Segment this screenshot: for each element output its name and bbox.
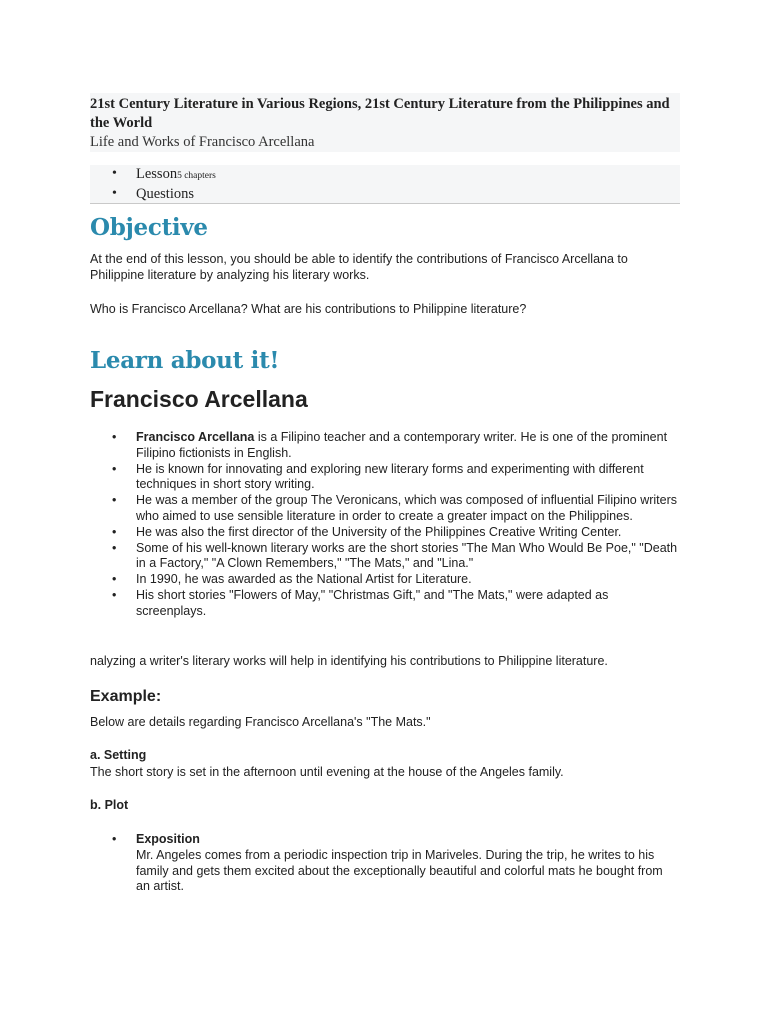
author-name-bold: Francisco Arcellana [136, 430, 255, 444]
menu-item-lesson[interactable] [90, 165, 680, 185]
exposition-label: Exposition [136, 832, 200, 846]
lesson-subtitle: Life and Works of Francisco Arcellana [90, 134, 315, 150]
learn-heading: Learn about it! [90, 347, 280, 374]
analysis-paragraph: nalyzing a writer's literary works will help in identifying his contributions to Philippine literature. [90, 654, 608, 668]
list-item [90, 430, 680, 462]
lesson-label: Lesson [136, 166, 178, 182]
setting-text: The short story is set in the afternoon until evening at the house of the Angeles family. [90, 765, 564, 779]
exposition-text: Mr. Angeles comes from a periodic inspection trip in Mariveles. During the trip, he writes to his family and gets them excited about the exceptionally beautiful and colorful mats he bought from an artist. [136, 847, 663, 894]
questions-label: Questions [136, 186, 194, 202]
list-item: • He is known for innovating and exploring new literary forms and experimenting with different techniques in short story writing. [90, 462, 680, 494]
setting-label: a. Setting [90, 748, 147, 762]
list-item: • His short stories "Flowers of May," "Christmas Gift," and "The Mats," were adapted as screenplays. [90, 588, 680, 620]
list-item: • In 1990, he was awarded as the National Artist for Literature. [90, 572, 680, 588]
list-item: • He was a member of the group The Veronicans, which was composed of influential Filipino writers who aimed to use sensible literature in order to create a greater impact on the Philippines. [90, 493, 680, 525]
objective-paragraph: At the end of this lesson, you should be able to identify the contributions of Francisco Arcellana to Philippine literature by analyzing his literary works. [90, 252, 628, 282]
objective-question: Who is Francisco Arcellana? What are his contributions to Philippine literature? [90, 302, 527, 316]
lesson-menu [90, 165, 680, 204]
plot-list [90, 832, 680, 895]
example-heading: Example: [90, 688, 162, 705]
list-item: • He was also the first director of the University of the Philippines Creative Writing Center. [90, 525, 680, 541]
menu-item-questions[interactable] [90, 185, 680, 203]
author-heading: Francisco Arcellana [90, 386, 308, 412]
plot-label: b. Plot [90, 798, 129, 812]
lesson-header [90, 93, 680, 152]
fact-text: is a Filipino teacher and a contemporary writer. He is one of the prominent Filipino fictionists in English. [136, 430, 668, 460]
list-item: • Some of his well-known literary works are the short stories "The Man Who Would Be Poe," "Death in a Factory," "A Clown Remembers," "The Mats," and "Lina." [90, 541, 680, 573]
objective-heading: Objective [90, 214, 208, 241]
course-title: 21st Century Literature in Various Regions, 21st Century Literature from the Philippines and the World [90, 96, 670, 131]
list-item [90, 832, 680, 895]
lesson-chapter-count: 5 chapters [177, 171, 216, 181]
author-facts-list [90, 430, 680, 620]
example-intro: Below are details regarding Francisco Arcellana's "The Mats." [90, 715, 431, 729]
